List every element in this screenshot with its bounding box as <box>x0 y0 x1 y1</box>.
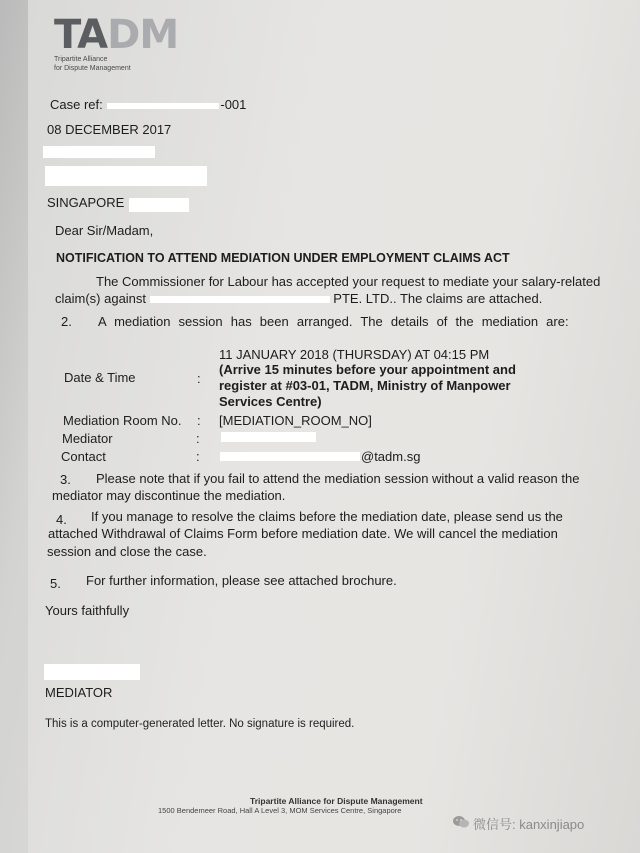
logo-subtitle-line-2: for Dispute Management <box>54 65 131 72</box>
para3-number: 3. <box>60 472 71 487</box>
redaction-contact <box>220 452 360 461</box>
letter-date: 08 DECEMBER 2017 <box>47 122 172 137</box>
room-colon: : <box>197 413 201 428</box>
para2-text: A mediation session has been arranged. The details of the mediation are: <box>98 314 569 329</box>
closing: Yours faithfully <box>45 603 130 618</box>
case-ref-suffix: -001 <box>220 97 247 112</box>
arrive-note-line-1: (Arrive 15 minutes before your appointment and <box>219 362 516 377</box>
signatory-title: MEDIATOR <box>45 685 113 700</box>
para1-line1: The Commissioner for Labour has accepted your request to mediate your salary-related <box>96 274 601 289</box>
para3-line2: mediator may discontinue the mediation. <box>52 488 286 503</box>
salutation: Dear Sir/Madam, <box>55 223 154 238</box>
para4-line1: If you manage to resolve the claims before the mediation date, please send us the <box>91 509 563 524</box>
logo-subtitle <box>54 55 194 73</box>
tadm-logo: TADM <box>54 12 179 58</box>
para3-line1: Please note that if you fail to attend the mediation session without a valid reason the <box>96 471 580 486</box>
contact-colon: : <box>196 449 200 464</box>
case-ref-label: Case ref: <box>50 97 103 112</box>
redaction-postcode <box>129 198 189 212</box>
redaction-company <box>150 296 330 303</box>
para5-text: For further information, please see attached brochure. <box>86 573 397 588</box>
contact-label: Contact <box>61 449 106 464</box>
computer-generated-note: This is a computer-generated letter. No signature is required. <box>45 718 355 730</box>
para1-line2: claim(s) against PTE. LTD.. The claims are attached. <box>55 291 543 306</box>
logo-subtitle-line-1: Tripartite Alliance <box>54 56 108 63</box>
footer-org: Tripartite Alliance for Dispute Management <box>250 796 423 806</box>
wechat-icon <box>452 815 470 829</box>
date-time-label: Date & Time <box>64 370 136 385</box>
room-label: Mediation Room No. <box>63 413 182 428</box>
letter-heading: NOTIFICATION TO ATTEND MEDIATION UNDER EMPLOYMENT CLAIMS ACT <box>56 251 510 265</box>
redaction-name <box>43 146 155 158</box>
para5-number: 5. <box>50 576 61 591</box>
redaction-address <box>45 166 207 186</box>
mediator-label: Mediator <box>62 431 113 446</box>
para4-line3: session and close the case. <box>47 544 207 559</box>
arrive-note-line-2: register at #03-01, TADM, Ministry of Manpower <box>219 378 511 393</box>
para4-line2: attached Withdrawal of Claims Form before mediation date. We will cancel the mediation <box>48 526 558 541</box>
address-country: SINGAPORE <box>47 195 125 210</box>
redaction-signatory <box>44 664 140 680</box>
para2-number: 2. <box>61 314 72 329</box>
redaction <box>107 103 219 109</box>
room-value: [MEDIATION_ROOM_NO] <box>219 413 372 428</box>
footer-address: 1500 Bendemeer Road, Hall A Level 3, MOM Services Centre, Singapore <box>158 806 402 815</box>
redaction-mediator <box>221 432 316 442</box>
mediator-colon: : <box>196 431 200 446</box>
arrive-note-line-3: Services Centre) <box>219 394 322 409</box>
contact-email-suffix: @tadm.sg <box>361 449 421 464</box>
para4-number: 4. <box>56 512 67 527</box>
date-time-colon: : <box>197 371 201 386</box>
watermark-text: 微信号: kanxinjiapo <box>473 817 585 832</box>
date-time-value: 11 JANUARY 2018 (THURSDAY) AT 04:15 PM <box>219 347 490 362</box>
case-ref <box>50 97 246 112</box>
